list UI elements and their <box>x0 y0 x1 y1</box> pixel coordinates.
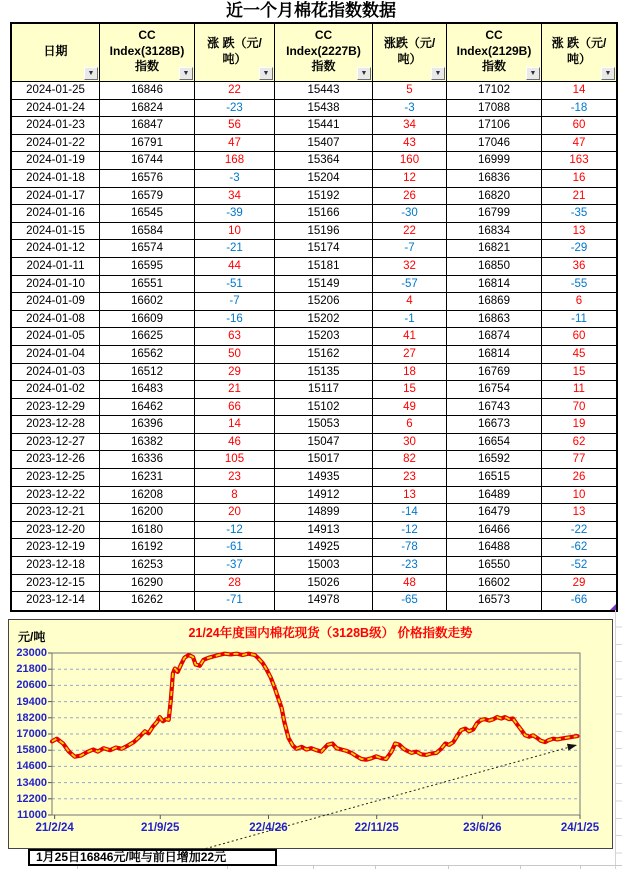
gridline-stub <box>375 865 376 869</box>
value-cell[interactable]: 34 <box>195 188 275 206</box>
value-cell[interactable]: 16869 <box>447 293 542 311</box>
table-row <box>12 592 616 610</box>
table-row <box>12 205 616 223</box>
date-cell[interactable]: 2024-01-22 <box>12 135 100 153</box>
value-cell[interactable]: -78 <box>373 539 447 557</box>
value-cell[interactable]: -7 <box>195 293 275 311</box>
value-cell[interactable]: 6 <box>542 293 616 311</box>
x-tick-label: 23/6/26 <box>463 822 502 834</box>
column-header-label: CC Index(2227B) 指数 <box>286 27 361 74</box>
gridline-stub <box>520 865 521 869</box>
value-cell[interactable]: 10 <box>195 223 275 241</box>
value-cell[interactable]: 16466 <box>447 522 542 540</box>
price-trend-chart <box>8 619 613 849</box>
value-cell[interactable]: 16824 <box>100 100 195 118</box>
value-cell[interactable]: -21 <box>195 240 275 258</box>
y-tick-label: 19400 <box>16 695 47 708</box>
x-tick-label: 21/2/24 <box>35 822 74 834</box>
x-tick-label: 24/1/25 <box>560 822 600 834</box>
column-header <box>373 24 447 82</box>
column-header-label: CC Index(3128B) 指数 <box>109 27 185 74</box>
value-cell[interactable]: 15202 <box>275 311 373 329</box>
y-tick-label: 14600 <box>16 760 47 773</box>
date-cell[interactable]: 2024-01-09 <box>12 293 100 311</box>
value-cell[interactable]: 77 <box>542 451 616 469</box>
value-cell[interactable]: 26 <box>542 469 616 487</box>
table-row <box>12 152 616 170</box>
column-header <box>275 24 373 82</box>
value-cell[interactable]: 16791 <box>100 135 195 153</box>
value-cell[interactable]: 13 <box>542 223 616 241</box>
value-cell[interactable]: -18 <box>542 100 616 118</box>
column-header-label: 涨 跌（元/ 吨） <box>207 35 262 66</box>
table-row <box>12 434 616 452</box>
value-cell[interactable]: 32 <box>373 258 447 276</box>
value-cell[interactable]: 30 <box>373 434 447 452</box>
value-cell[interactable]: 63 <box>195 328 275 346</box>
value-cell[interactable]: 15102 <box>275 399 373 417</box>
cotton-index-table <box>10 22 618 612</box>
table-row <box>12 223 616 241</box>
value-cell[interactable]: 16673 <box>447 416 542 434</box>
value-cell[interactable]: 163 <box>542 152 616 170</box>
date-cell[interactable]: 2023-12-15 <box>12 575 100 593</box>
value-cell[interactable]: 13 <box>542 504 616 522</box>
value-cell[interactable]: 16625 <box>100 328 195 346</box>
date-cell[interactable]: 2024-01-04 <box>12 346 100 364</box>
value-cell[interactable]: 16579 <box>100 188 195 206</box>
y-tick-label: 18200 <box>16 711 47 724</box>
value-cell[interactable]: -30 <box>373 205 447 223</box>
column-header-label: CC Index(2129B) 指数 <box>456 27 532 74</box>
date-cell[interactable]: 2024-01-15 <box>12 223 100 241</box>
value-cell[interactable]: -57 <box>373 276 447 294</box>
value-cell[interactable]: 17046 <box>447 135 542 153</box>
value-cell[interactable]: -16 <box>195 311 275 329</box>
value-cell[interactable]: 5 <box>373 82 447 100</box>
value-cell[interactable]: 15174 <box>275 240 373 258</box>
date-cell[interactable]: 2024-01-25 <box>12 82 100 100</box>
x-tick-label: 21/9/25 <box>141 822 180 834</box>
date-cell[interactable]: 2023-12-26 <box>12 451 100 469</box>
value-cell[interactable]: 16200 <box>100 504 195 522</box>
value-cell[interactable]: 16515 <box>447 469 542 487</box>
value-cell[interactable]: 16609 <box>100 311 195 329</box>
value-cell[interactable]: 14935 <box>275 469 373 487</box>
value-cell[interactable]: -66 <box>542 592 616 610</box>
value-cell[interactable]: 16584 <box>100 223 195 241</box>
value-cell[interactable]: 26 <box>373 188 447 206</box>
value-cell[interactable]: 15003 <box>275 557 373 575</box>
value-cell[interactable]: 16769 <box>447 364 542 382</box>
value-cell[interactable]: 16574 <box>100 240 195 258</box>
column-header-label: 涨跌（元/ 吨） <box>383 35 436 66</box>
value-cell[interactable]: 16336 <box>100 451 195 469</box>
chart-title: 21/24年度国内棉花现货（3128B级） 价格指数走势 <box>188 626 473 640</box>
value-cell[interactable]: 14912 <box>275 487 373 505</box>
table-row <box>12 117 616 135</box>
x-tick-label: 22/11/25 <box>354 822 399 834</box>
value-cell[interactable]: 16814 <box>447 276 542 294</box>
value-cell[interactable]: 16595 <box>100 258 195 276</box>
value-cell[interactable]: -1 <box>373 311 447 329</box>
value-cell[interactable]: 16836 <box>447 170 542 188</box>
table-row <box>12 258 616 276</box>
page-title: 近一个月棉花指数数据 <box>226 1 396 20</box>
column-header <box>100 24 195 82</box>
value-cell[interactable]: 16489 <box>447 487 542 505</box>
value-cell[interactable]: 29 <box>195 364 275 382</box>
value-cell[interactable]: 15166 <box>275 205 373 223</box>
value-cell[interactable]: 22 <box>195 82 275 100</box>
value-cell[interactable]: -51 <box>195 276 275 294</box>
value-cell[interactable]: 60 <box>542 328 616 346</box>
date-cell[interactable]: 2024-01-10 <box>12 276 100 294</box>
value-cell[interactable]: 45 <box>542 346 616 364</box>
value-cell[interactable]: 15443 <box>275 82 373 100</box>
value-cell[interactable]: 15047 <box>275 434 373 452</box>
date-cell[interactable]: 2023-12-25 <box>12 469 100 487</box>
value-cell[interactable]: -71 <box>195 592 275 610</box>
value-cell[interactable]: 16262 <box>100 592 195 610</box>
value-cell[interactable]: -39 <box>195 205 275 223</box>
value-cell[interactable]: 49 <box>373 399 447 417</box>
value-cell[interactable]: 16799 <box>447 205 542 223</box>
table-body <box>12 82 616 610</box>
value-cell[interactable]: 15181 <box>275 258 373 276</box>
value-cell[interactable]: 15364 <box>275 152 373 170</box>
arrow-head-icon <box>567 744 577 751</box>
value-cell[interactable]: 50 <box>195 346 275 364</box>
value-cell[interactable]: -12 <box>195 522 275 540</box>
y-tick-label: 17000 <box>16 728 47 740</box>
table-row <box>12 328 616 346</box>
table-row <box>12 451 616 469</box>
value-cell[interactable]: 16846 <box>100 82 195 100</box>
value-cell[interactable]: 10 <box>542 487 616 505</box>
column-header <box>542 24 616 82</box>
value-cell[interactable]: 16573 <box>447 592 542 610</box>
value-cell[interactable]: 20 <box>195 504 275 522</box>
filter-dropdown-button[interactable]: ▼ <box>431 67 445 80</box>
value-cell[interactable]: 16551 <box>100 276 195 294</box>
date-cell[interactable]: 2024-01-24 <box>12 100 100 118</box>
value-cell[interactable]: -12 <box>373 522 447 540</box>
table-row <box>12 346 616 364</box>
table-row <box>12 100 616 118</box>
table-row <box>12 487 616 505</box>
value-cell[interactable]: -35 <box>542 205 616 223</box>
column-header-label: 涨 跌（元/ 吨） <box>551 35 607 66</box>
date-cell[interactable]: 2024-01-05 <box>12 328 100 346</box>
table-row <box>12 416 616 434</box>
table-row <box>12 188 616 206</box>
value-cell[interactable]: 14913 <box>275 522 373 540</box>
value-cell[interactable]: 34 <box>373 117 447 135</box>
value-cell[interactable]: 16576 <box>100 170 195 188</box>
value-cell[interactable]: -23 <box>195 100 275 118</box>
gridline-stub <box>580 865 581 869</box>
value-cell[interactable]: -55 <box>542 276 616 294</box>
spreadsheet-gridline-bottom <box>277 865 622 866</box>
date-cell[interactable]: 2023-12-29 <box>12 399 100 417</box>
value-cell[interactable]: 16592 <box>447 451 542 469</box>
filter-dropdown-button[interactable]: ▼ <box>84 67 98 80</box>
value-cell[interactable]: 13 <box>373 487 447 505</box>
value-cell[interactable]: 16999 <box>447 152 542 170</box>
table-row <box>12 135 616 153</box>
column-header <box>447 24 542 82</box>
value-cell[interactable]: 16483 <box>100 381 195 399</box>
value-cell[interactable]: -22 <box>542 522 616 540</box>
value-cell[interactable]: -52 <box>542 557 616 575</box>
table-row <box>12 82 616 100</box>
value-cell[interactable]: 16744 <box>100 152 195 170</box>
date-cell[interactable]: 2023-12-18 <box>12 557 100 575</box>
price-chart-svg <box>9 620 614 850</box>
value-cell[interactable]: 16847 <box>100 117 195 135</box>
value-cell[interactable]: 66 <box>195 399 275 417</box>
y-tick-label: 23000 <box>16 647 47 659</box>
value-cell[interactable]: -11 <box>542 311 616 329</box>
value-cell[interactable]: 15162 <box>275 346 373 364</box>
value-cell[interactable]: 16208 <box>100 487 195 505</box>
value-cell[interactable]: -61 <box>195 539 275 557</box>
value-cell[interactable]: 47 <box>195 135 275 153</box>
value-cell[interactable]: 16743 <box>447 399 542 417</box>
value-cell[interactable]: 15149 <box>275 276 373 294</box>
value-cell[interactable]: 16545 <box>100 205 195 223</box>
value-cell[interactable]: 48 <box>373 575 447 593</box>
value-cell[interactable]: 15407 <box>275 135 373 153</box>
chart-y-axis-unit-label: 元/吨 <box>18 630 46 644</box>
y-tick-label: 20600 <box>16 679 47 692</box>
table-row <box>12 469 616 487</box>
table-row <box>12 522 616 540</box>
value-cell[interactable]: 16290 <box>100 575 195 593</box>
value-cell[interactable]: 16850 <box>447 258 542 276</box>
value-cell[interactable]: 62 <box>542 434 616 452</box>
cell-corner-marker <box>610 604 616 610</box>
table-row <box>12 364 616 382</box>
value-cell[interactable]: -14 <box>373 504 447 522</box>
value-cell[interactable]: 21 <box>195 381 275 399</box>
value-cell[interactable]: 36 <box>542 258 616 276</box>
value-cell[interactable]: 14925 <box>275 539 373 557</box>
value-cell[interactable]: 16834 <box>447 223 542 241</box>
table-row <box>12 240 616 258</box>
value-cell[interactable]: 15053 <box>275 416 373 434</box>
value-cell[interactable]: 105 <box>195 451 275 469</box>
value-cell[interactable]: 15026 <box>275 575 373 593</box>
value-cell[interactable]: 15135 <box>275 364 373 382</box>
value-cell[interactable]: 16192 <box>100 539 195 557</box>
value-cell[interactable]: 16820 <box>447 188 542 206</box>
value-cell[interactable]: 15203 <box>275 328 373 346</box>
date-cell[interactable]: 2024-01-18 <box>12 170 100 188</box>
value-cell[interactable]: 160 <box>373 152 447 170</box>
value-cell[interactable]: 16863 <box>447 311 542 329</box>
table-row <box>12 575 616 593</box>
value-cell[interactable]: 56 <box>195 117 275 135</box>
value-cell[interactable]: 28 <box>195 575 275 593</box>
value-cell[interactable]: 15192 <box>275 188 373 206</box>
table-row <box>12 557 616 575</box>
date-cell[interactable]: 2023-12-27 <box>12 434 100 452</box>
y-tick-label: 13400 <box>16 776 47 789</box>
table-row <box>12 399 616 417</box>
value-cell[interactable]: 16488 <box>447 539 542 557</box>
value-cell[interactable]: 17088 <box>447 100 542 118</box>
value-cell[interactable]: 15 <box>373 381 447 399</box>
value-cell[interactable]: -29 <box>542 240 616 258</box>
value-cell[interactable]: 15 <box>542 364 616 382</box>
value-cell[interactable]: -23 <box>373 557 447 575</box>
date-cell[interactable]: 2024-01-02 <box>12 381 100 399</box>
value-cell[interactable]: 16 <box>542 170 616 188</box>
value-cell[interactable]: 23 <box>195 469 275 487</box>
filter-dropdown-button[interactable]: ▼ <box>259 67 273 80</box>
date-cell[interactable]: 2024-01-17 <box>12 188 100 206</box>
value-cell[interactable]: 16562 <box>100 346 195 364</box>
value-cell[interactable]: 16479 <box>447 504 542 522</box>
value-cell[interactable]: 14 <box>542 82 616 100</box>
value-cell[interactable]: 16814 <box>447 346 542 364</box>
column-header <box>12 24 100 82</box>
value-cell[interactable]: 16180 <box>100 522 195 540</box>
value-cell[interactable]: 21 <box>542 188 616 206</box>
date-cell[interactable]: 2023-12-14 <box>12 592 100 610</box>
value-cell[interactable]: 14 <box>195 416 275 434</box>
value-cell[interactable]: 16602 <box>447 575 542 593</box>
value-cell[interactable]: 15438 <box>275 100 373 118</box>
value-cell[interactable]: 16550 <box>447 557 542 575</box>
value-cell[interactable]: 15196 <box>275 223 373 241</box>
table-row <box>12 539 616 557</box>
value-cell[interactable]: 16874 <box>447 328 542 346</box>
value-cell[interactable]: 29 <box>542 575 616 593</box>
value-cell[interactable]: 14899 <box>275 504 373 522</box>
summary-note: 1月25日16846元/吨与前日增加22元 <box>28 849 277 866</box>
filter-dropdown-button[interactable]: ▼ <box>179 67 193 80</box>
value-cell[interactable]: 14978 <box>275 592 373 610</box>
value-cell[interactable]: 16253 <box>100 557 195 575</box>
filter-dropdown-button[interactable]: ▼ <box>601 67 615 80</box>
filter-dropdown-button[interactable]: ▼ <box>357 67 371 80</box>
value-cell[interactable]: -7 <box>373 240 447 258</box>
value-cell[interactable]: 41 <box>373 328 447 346</box>
value-cell[interactable]: -3 <box>373 100 447 118</box>
value-cell[interactable]: 27 <box>373 346 447 364</box>
gridline-stub <box>313 865 314 869</box>
date-cell[interactable]: 2024-01-08 <box>12 311 100 329</box>
table-row <box>12 311 616 329</box>
value-cell[interactable]: -37 <box>195 557 275 575</box>
value-cell[interactable]: 6 <box>373 416 447 434</box>
value-cell[interactable]: 16821 <box>447 240 542 258</box>
date-cell[interactable]: 2023-12-20 <box>12 522 100 540</box>
y-tick-label: 21800 <box>16 663 47 676</box>
value-cell[interactable]: 17106 <box>447 117 542 135</box>
date-cell[interactable]: 2024-01-19 <box>12 152 100 170</box>
value-cell[interactable]: 16382 <box>100 434 195 452</box>
value-cell[interactable]: 16654 <box>447 434 542 452</box>
column-header-label: 日期 <box>43 43 68 58</box>
table-row <box>12 293 616 311</box>
value-cell[interactable]: 43 <box>373 135 447 153</box>
value-cell[interactable]: 16754 <box>447 381 542 399</box>
date-cell[interactable]: 2023-12-28 <box>12 416 100 434</box>
value-cell[interactable]: 18 <box>373 364 447 382</box>
value-cell[interactable]: 15204 <box>275 170 373 188</box>
date-cell[interactable]: 2023-12-19 <box>12 539 100 557</box>
column-header <box>195 24 275 82</box>
value-cell[interactable]: 47 <box>542 135 616 153</box>
date-cell[interactable]: 2023-12-21 <box>12 504 100 522</box>
y-tick-label: 11000 <box>17 809 47 821</box>
date-cell[interactable]: 2024-01-11 <box>12 258 100 276</box>
value-cell[interactable]: 44 <box>195 258 275 276</box>
value-cell[interactable]: 12 <box>373 170 447 188</box>
header-row <box>12 24 616 82</box>
y-tick-label: 15800 <box>16 744 47 757</box>
table-row <box>12 276 616 294</box>
value-cell[interactable]: 82 <box>373 451 447 469</box>
value-cell[interactable]: 15206 <box>275 293 373 311</box>
gridline-stub <box>448 865 449 869</box>
date-cell[interactable]: 2024-01-12 <box>12 240 100 258</box>
value-cell[interactable]: 60 <box>542 117 616 135</box>
value-cell[interactable]: 168 <box>195 152 275 170</box>
value-cell[interactable]: -62 <box>542 539 616 557</box>
value-cell[interactable]: 17102 <box>447 82 542 100</box>
value-cell[interactable]: 16231 <box>100 469 195 487</box>
date-cell[interactable]: 2024-01-03 <box>12 364 100 382</box>
table-row <box>12 381 616 399</box>
date-cell[interactable]: 2023-12-22 <box>12 487 100 505</box>
value-cell[interactable]: 16462 <box>100 399 195 417</box>
spreadsheet-gridline-sliver <box>615 610 622 869</box>
table-row <box>12 504 616 522</box>
value-cell[interactable]: 16602 <box>100 293 195 311</box>
value-cell[interactable]: 11 <box>542 381 616 399</box>
date-cell[interactable]: 2024-01-16 <box>12 205 100 223</box>
value-cell[interactable]: -3 <box>195 170 275 188</box>
table-row <box>12 170 616 188</box>
filter-dropdown-button[interactable]: ▼ <box>526 67 540 80</box>
value-cell[interactable]: 8 <box>195 487 275 505</box>
value-cell[interactable]: 15117 <box>275 381 373 399</box>
value-cell[interactable]: 4 <box>373 293 447 311</box>
value-cell[interactable]: 70 <box>542 399 616 417</box>
value-cell[interactable]: 15441 <box>275 117 373 135</box>
value-cell[interactable]: 16396 <box>100 416 195 434</box>
value-cell[interactable]: 22 <box>373 223 447 241</box>
value-cell[interactable]: -65 <box>373 592 447 610</box>
value-cell[interactable]: 46 <box>195 434 275 452</box>
value-cell[interactable]: 16512 <box>100 364 195 382</box>
value-cell[interactable]: 19 <box>542 416 616 434</box>
value-cell[interactable]: 15017 <box>275 451 373 469</box>
value-cell[interactable]: 23 <box>373 469 447 487</box>
y-tick-label: 12200 <box>16 792 47 805</box>
date-cell[interactable]: 2024-01-23 <box>12 117 100 135</box>
x-tick-label: 22/4/26 <box>249 822 288 834</box>
